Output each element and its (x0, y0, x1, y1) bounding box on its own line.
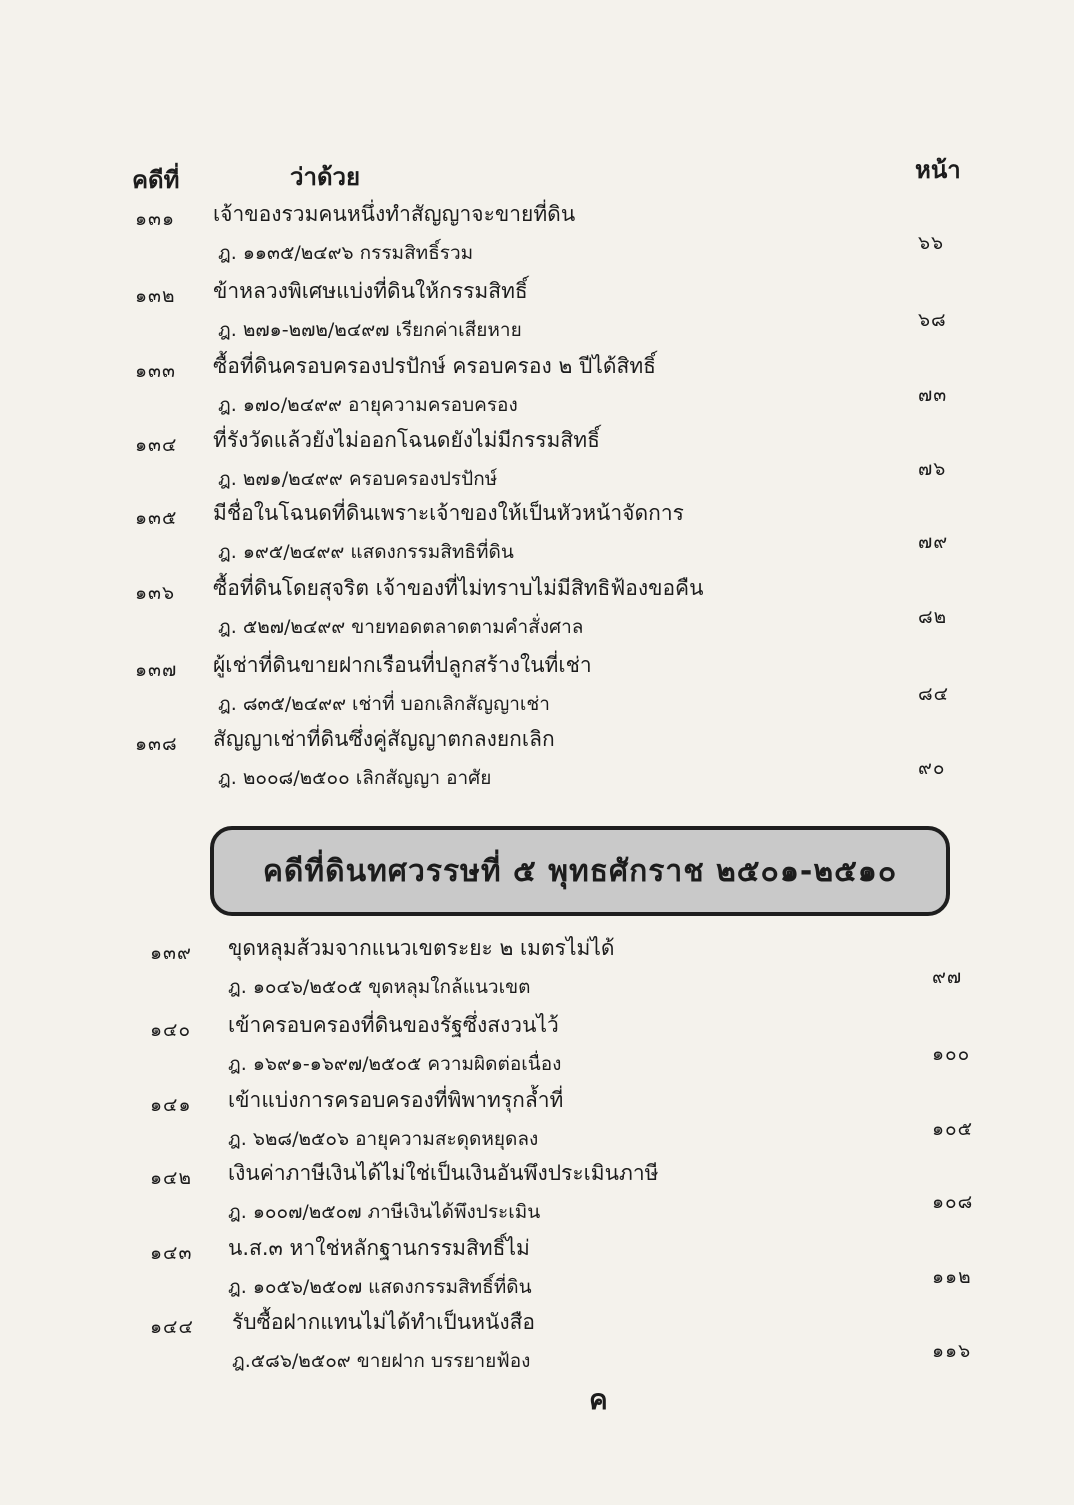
case-title: สัญญาเช่าที่ดินซึ่งคู่สัญญาตกลงยกเลิก (213, 727, 555, 751)
page-number: ๙๗ (932, 966, 963, 988)
page-number: ๑๐๘ (932, 1191, 974, 1213)
case-title: ขุดหลุมส้วมจากแนวเขตระยะ ๒ เมตรไม่ได้ (228, 936, 615, 960)
page-footer-letter: ค (589, 1383, 608, 1416)
case-number: ๑๓๙ (150, 942, 192, 964)
page-number: ๘๔ (918, 683, 950, 705)
case-reference: ฎ. ๖๒๘/๒๕๐๖ อายุความสะดุดหยุดลง (228, 1128, 539, 1150)
case-title: รับซื้อฝากแทนไม่ได้ทำเป็นหนังสือ (232, 1310, 536, 1334)
case-title: ซื้อที่ดินครอบครองปรปักษ์ ครอบครอง ๒ ปีได้สิทธิ์ (213, 354, 656, 378)
page-column-header: หน้า (915, 156, 961, 184)
case-reference: ฎ. ๑๗๐/๒๔๙๙ อายุความครอบครอง (218, 394, 518, 416)
page-number: ๘๒ (918, 606, 948, 628)
case-reference: ฎ. ๑๐๔๖/๒๕๐๕ ขุดหลุมใกล้แนวเขต (228, 976, 531, 998)
toc-entry (0, 1157, 1074, 1233)
case-reference: ฎ. ๑๖๙๑-๑๖๙๗/๒๕๐๕ ความผิดต่อเนื่อง (228, 1053, 562, 1075)
case-title: เข้าครอบครองที่ดินของรัฐซึ่งสงวนไว้ (228, 1013, 559, 1037)
case-title: มีชื่อในโฉนดที่ดินเพราะเจ้าของให้เป็นหัวหน้าจัดการ (213, 501, 684, 525)
page-number: ๗๓ (918, 384, 948, 406)
case-reference: ฎ. ๒๗๑-๒๗๒/๒๔๙๗ เรียกค่าเสียหาย (218, 319, 522, 341)
page-number: ๑๐๐ (932, 1043, 971, 1065)
toc-entry (0, 932, 1074, 1008)
topic-column-header: ว่าด้วย (290, 163, 361, 191)
toc-entry (0, 350, 1074, 426)
toc-entry (0, 572, 1074, 648)
page-number: ๙๐ (918, 757, 946, 779)
page-number: ๑๑๒ (932, 1266, 972, 1288)
toc-entry (0, 1009, 1074, 1085)
case-title: ที่รังวัดแล้วยังไม่ออกโฉนดยังไม่มีกรรมสิทธิ์ (213, 428, 600, 452)
case-title: ซื้อที่ดินโดยสุจริต เจ้าของที่ไม่ทราบไม่มีสิทธิฟ้องขอคืน (213, 576, 704, 600)
page-number: ๗๙ (918, 531, 949, 553)
case-title: เจ้าของรวมคนหนึ่งทำสัญญาจะขายที่ดิน (213, 202, 576, 226)
case-number: ๑๓๕ (135, 507, 178, 529)
case-number: ๑๔๔ (150, 1316, 194, 1338)
case-number: ๑๔๐ (150, 1019, 192, 1041)
page-number: ๑๑๖ (932, 1340, 972, 1362)
case-number: ๑๓๗ (135, 659, 178, 681)
case-reference: ฎ. ๘๓๕/๒๔๙๙ เช่าที่ บอกเลิกสัญญาเช่า (218, 693, 550, 715)
case-number: ๑๔๒ (150, 1167, 192, 1189)
toc-entry (0, 1232, 1074, 1308)
page-number: ๗๖ (918, 458, 947, 480)
section-heading-box (210, 826, 950, 916)
case-number: ๑๓๔ (135, 434, 178, 456)
page-number: ๖๖ (918, 232, 945, 254)
case-number: ๑๔๓ (150, 1242, 193, 1264)
case-title: น.ส.๓ หาใช่หลักฐานกรรมสิทธิ์ไม่ (228, 1236, 530, 1260)
section-heading: คดีที่ดินทศวรรษที่ ๕ พุทธศักราช ๒๕๐๑-๒๕๑๐ (262, 853, 898, 889)
toc-entry (0, 1306, 1074, 1382)
toc-entry (0, 723, 1074, 799)
case-number: ๑๓๑ (135, 208, 176, 230)
case-reference: ฎ. ๑๑๓๕/๒๔๙๖ กรรมสิทธิ์รวม (218, 242, 474, 264)
case-reference: ฎ. ๒๗๑/๒๔๙๙ ครอบครองปรปักษ์ (218, 468, 498, 490)
case-number: ๑๓๖ (135, 582, 176, 604)
case-number: ๑๓๓ (135, 360, 177, 382)
toc-entry (0, 424, 1074, 500)
toc-entry (0, 649, 1074, 725)
case-reference: ฎ. ๒๐๐๘/๒๕๐๐ เลิกสัญญา อาศัย (218, 767, 492, 789)
toc-entry (0, 198, 1074, 274)
case-title: ข้าหลวงพิเศษแบ่งที่ดินให้กรรมสิทธิ์ (213, 279, 528, 303)
page-number: ๖๘ (918, 309, 947, 331)
toc-entry (0, 1084, 1074, 1160)
toc-entry (0, 275, 1074, 351)
case-number: ๑๔๑ (150, 1094, 192, 1116)
case-number: ๑๓๒ (135, 285, 176, 307)
case-reference: ฎ. ๑๐๕๖/๒๕๐๗ แสดงกรรมสิทธิ์ที่ดิน (228, 1276, 532, 1298)
toc-entry (0, 497, 1074, 573)
case-title: เงินค่าภาษีเงินได้ไม่ใช่เป็นเงินอันพึงประเมินภาษี (228, 1161, 659, 1185)
case-number-column-header: คดีที่ (132, 166, 180, 194)
case-reference: ฎ. ๑๐๐๗/๒๕๐๗ ภาษีเงินได้พึงประเมิน (228, 1201, 541, 1223)
case-reference: ฎ.๕๘๖/๒๕๐๙ ขายฝาก บรรยายฟ้อง (232, 1350, 531, 1372)
case-title: เข้าแบ่งการครอบครองที่พิพาทรุกล้ำที่ (228, 1088, 564, 1112)
page-number: ๑๐๕ (932, 1118, 974, 1140)
case-reference: ฎ. ๕๒๗/๒๔๙๙ ขายทอดตลาดตามคำสั่งศาล (218, 616, 584, 638)
case-reference: ฎ. ๑๙๕/๒๔๙๙ แสดงกรรมสิทธิที่ดิน (218, 541, 514, 563)
case-title: ผู้เช่าที่ดินขายฝากเรือนที่ปลูกสร้างในที่เช่า (213, 653, 592, 677)
case-number: ๑๓๘ (135, 733, 178, 755)
